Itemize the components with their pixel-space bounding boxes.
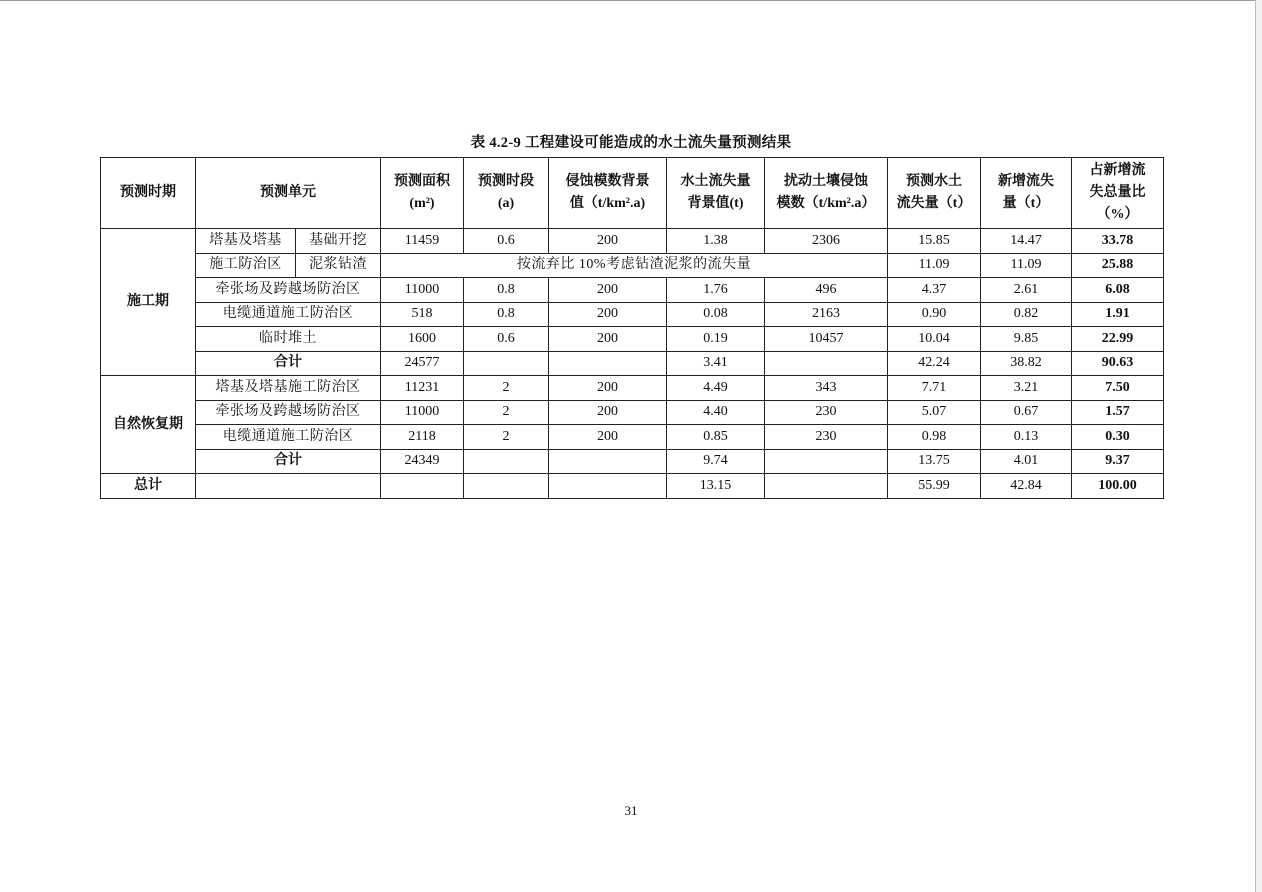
- cell-bg-modulus: 200: [549, 400, 667, 425]
- cell-bg-modulus: 200: [549, 302, 667, 327]
- cell-ratio: 7.50: [1072, 376, 1164, 401]
- table-row: [101, 425, 1164, 450]
- table-row: [101, 327, 1164, 352]
- table-row-subtotal: [101, 351, 1164, 376]
- cell-ratio: 100.00: [1072, 474, 1164, 499]
- table-row-total: [101, 474, 1164, 499]
- cell-bg-loss: 13.15: [667, 474, 765, 499]
- cell-area: 24577: [381, 351, 464, 376]
- cell-pred-loss: 7.71: [888, 376, 981, 401]
- cell-new-loss: 4.01: [981, 449, 1072, 474]
- cell-duration: 0.6: [464, 229, 549, 254]
- cell-ratio: 0.30: [1072, 425, 1164, 450]
- unit-tension: 牵张场及跨越场防治区: [196, 278, 381, 303]
- cell-new-loss: 3.21: [981, 376, 1072, 401]
- cell-duration: [464, 474, 549, 499]
- period-recovery: 自然恢复期: [101, 376, 196, 474]
- cell-area: 11000: [381, 278, 464, 303]
- cell-new-loss: 14.47: [981, 229, 1072, 254]
- unit-stockpile: 临时堆土: [196, 327, 381, 352]
- cell-bg-modulus: 200: [549, 327, 667, 352]
- cell-dist-modulus: 2306: [765, 229, 888, 254]
- cell-dist-modulus: 2163: [765, 302, 888, 327]
- cell-pred-loss: 0.98: [888, 425, 981, 450]
- cell-pred-loss: 11.09: [888, 253, 981, 278]
- subunit-slurry: 泥浆钻渣: [296, 253, 381, 278]
- cell-duration: 2: [464, 425, 549, 450]
- cell-new-loss: 0.67: [981, 400, 1072, 425]
- cell-ratio: 1.57: [1072, 400, 1164, 425]
- cell-area: 11459: [381, 229, 464, 254]
- cell-bg-modulus: [549, 474, 667, 499]
- soil-loss-table: [100, 157, 1164, 499]
- cell-bg-loss: 0.08: [667, 302, 765, 327]
- cell-ratio: 90.63: [1072, 351, 1164, 376]
- cell-area: 2118: [381, 425, 464, 450]
- unit-cable: 电缆通道施工防治区: [196, 425, 381, 450]
- cell-dist-modulus: 10457: [765, 327, 888, 352]
- cell-bg-modulus: 200: [549, 425, 667, 450]
- cell-bg-loss: 1.76: [667, 278, 765, 303]
- cell-bg-loss: 4.40: [667, 400, 765, 425]
- cell-bg-loss: 3.41: [667, 351, 765, 376]
- table-row: [101, 229, 1164, 254]
- cell-dist-modulus: [765, 474, 888, 499]
- unit-tower: 塔基及塔基施工防治区: [196, 376, 381, 401]
- cell-ratio: 33.78: [1072, 229, 1164, 254]
- cell-ratio: 25.88: [1072, 253, 1164, 278]
- header-period: 预测时期: [101, 158, 196, 229]
- cell-new-loss: 0.13: [981, 425, 1072, 450]
- cell-new-loss: 9.85: [981, 327, 1072, 352]
- unit-tower-a: 塔基及塔基: [196, 229, 296, 254]
- cell-dist-modulus: 343: [765, 376, 888, 401]
- subtotal-label: 合计: [196, 351, 381, 376]
- unit-tower-b: 施工防治区: [196, 253, 296, 278]
- cell-area: 24349: [381, 449, 464, 474]
- cell-pred-loss: 4.37: [888, 278, 981, 303]
- header-unit: 预测单元: [196, 158, 381, 229]
- cell-pred-loss: 5.07: [888, 400, 981, 425]
- table-caption: 表 4.2-9 工程建设可能造成的水土流失量预测结果: [470, 135, 792, 151]
- header-bg-modulus: 侵蚀模数背景 值（t/km².a): [549, 158, 667, 229]
- period-construction: 施工期: [101, 229, 196, 376]
- cell-area: 1600: [381, 327, 464, 352]
- cell-bg-loss: 1.38: [667, 229, 765, 254]
- cell-duration: 0.8: [464, 302, 549, 327]
- subunit-foundation: 基础开挖: [296, 229, 381, 254]
- cell-duration: 0.8: [464, 278, 549, 303]
- unit-tension: 牵张场及跨越场防治区: [196, 400, 381, 425]
- table-row: [101, 278, 1164, 303]
- header-pred-loss: 预测水土 流失量（t）: [888, 158, 981, 229]
- cell-bg-loss: 9.74: [667, 449, 765, 474]
- cell-unit: [196, 474, 381, 499]
- cell-duration: 2: [464, 400, 549, 425]
- cell-pred-loss: 0.90: [888, 302, 981, 327]
- header-dist-modulus: 扰动土壤侵蚀 模数（t/km².a）: [765, 158, 888, 229]
- cell-area: 11231: [381, 376, 464, 401]
- cell-area: 518: [381, 302, 464, 327]
- cell-dist-modulus: 496: [765, 278, 888, 303]
- total-label: 总计: [101, 474, 196, 499]
- unit-cable: 电缆通道施工防治区: [196, 302, 381, 327]
- cell-duration: 2: [464, 376, 549, 401]
- cell-bg-modulus: 200: [549, 278, 667, 303]
- cell-pred-loss: 55.99: [888, 474, 981, 499]
- cell-area: 11000: [381, 400, 464, 425]
- cell-ratio: 22.99: [1072, 327, 1164, 352]
- cell-dist-modulus: [765, 449, 888, 474]
- cell-new-loss: 38.82: [981, 351, 1072, 376]
- cell-bg-modulus: [549, 351, 667, 376]
- header-bg-loss: 水土流失量 背景值(t): [667, 158, 765, 229]
- header-new-loss: 新增流失 量（t）: [981, 158, 1072, 229]
- cell-ratio: 1.91: [1072, 302, 1164, 327]
- cell-bg-modulus: 200: [549, 229, 667, 254]
- header-area: 预测面积 (m²): [381, 158, 464, 229]
- cell-pred-loss: 13.75: [888, 449, 981, 474]
- cell-pred-loss: 15.85: [888, 229, 981, 254]
- table-row: [101, 302, 1164, 327]
- cell-bg-loss: 0.19: [667, 327, 765, 352]
- page-number: 31: [624, 803, 638, 818]
- cell-new-loss: 42.84: [981, 474, 1072, 499]
- table-row: [101, 253, 1164, 278]
- cell-duration: 0.6: [464, 327, 549, 352]
- page-top-edge: [0, 0, 1262, 1]
- cell-bg-modulus: [549, 449, 667, 474]
- cell-ratio: 9.37: [1072, 449, 1164, 474]
- cell-duration: [464, 351, 549, 376]
- cell-bg-modulus: 200: [549, 376, 667, 401]
- table-row-subtotal: [101, 449, 1164, 474]
- cell-new-loss: 2.61: [981, 278, 1072, 303]
- cell-dist-modulus: 230: [765, 400, 888, 425]
- cell-duration: [464, 449, 549, 474]
- cell-pred-loss: 10.04: [888, 327, 981, 352]
- cell-bg-loss: 4.49: [667, 376, 765, 401]
- cell-bg-loss: 0.85: [667, 425, 765, 450]
- slurry-note: 按流弃比 10%考虑钻渣泥浆的流失量: [381, 253, 888, 278]
- header-duration: 预测时段 (a): [464, 158, 549, 229]
- table-row: [101, 376, 1164, 401]
- cell-new-loss: 11.09: [981, 253, 1072, 278]
- cell-new-loss: 0.82: [981, 302, 1072, 327]
- cell-ratio: 6.08: [1072, 278, 1164, 303]
- table-row: [101, 400, 1164, 425]
- cell-dist-modulus: 230: [765, 425, 888, 450]
- subtotal-label: 合计: [196, 449, 381, 474]
- cell-area: [381, 474, 464, 499]
- cell-pred-loss: 42.24: [888, 351, 981, 376]
- header-row: [101, 158, 1164, 229]
- header-ratio: 占新增流 失总量比 （%）: [1072, 158, 1164, 229]
- cell-dist-modulus: [765, 351, 888, 376]
